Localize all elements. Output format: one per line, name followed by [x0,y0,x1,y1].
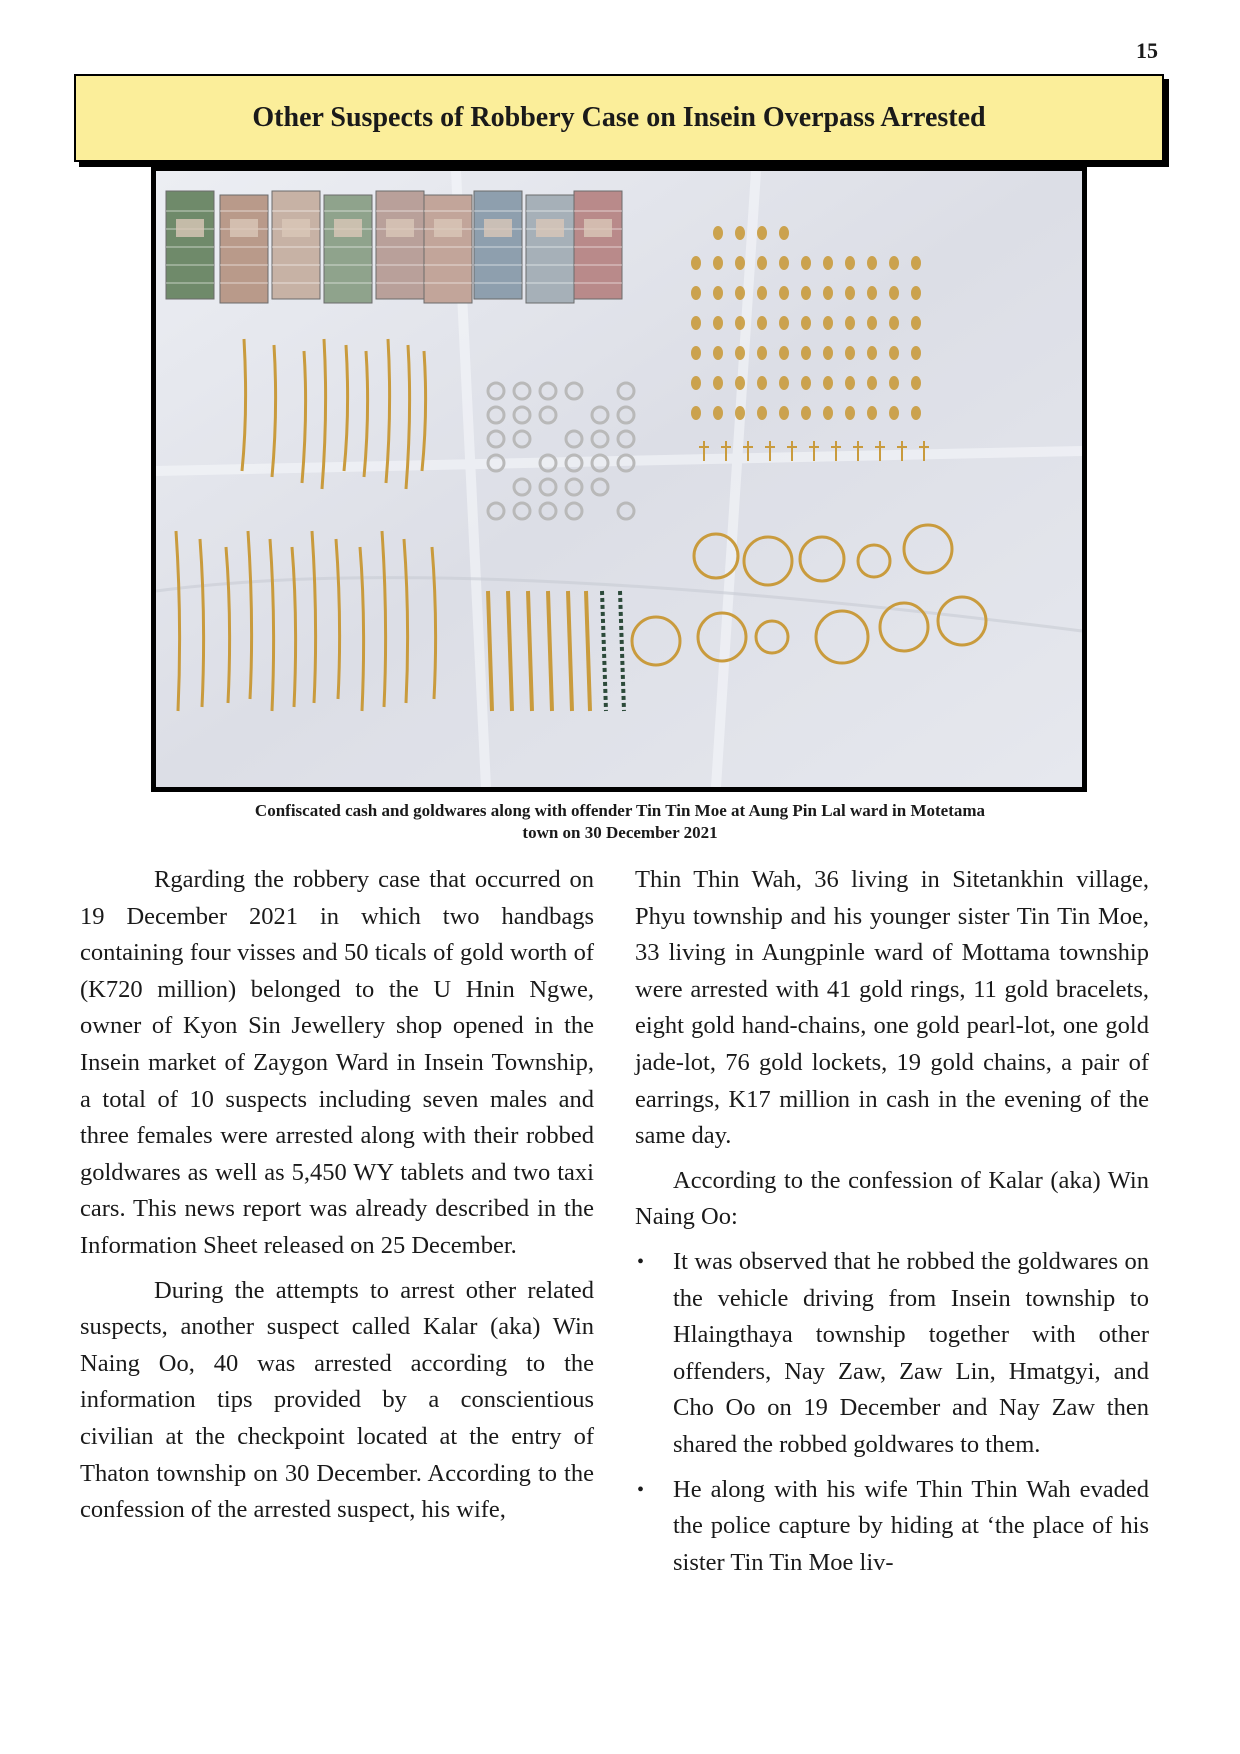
bullet-icon: • [637,1250,645,1273]
confession-item [635,1472,1149,1582]
cash-stack [574,191,622,299]
gold-locket [735,406,745,420]
cash-stacks [166,191,622,303]
gold-locket [735,346,745,360]
confession-text: It was observed that he robbed the goldwares on the vehicle driving from Insein township to Hlaingthaya township together with other offenders, Nay Zaw, Zaw Lin, Hmatgyi, and Cho Oo on 19 December and Nay Zaw then shared the robbed goldwares to them. [673,1247,1149,1458]
gold-locket [845,346,855,360]
gold-locket [889,316,899,330]
headline: Other Suspects of Robbery Case on Insein Overpass Arrested [252,102,986,133]
gold-locket [691,376,701,390]
confession-item [635,1244,1149,1464]
gold-locket [889,346,899,360]
gold-locket [889,256,899,270]
gold-locket [845,316,855,330]
gold-locket [735,286,745,300]
evidence-photo [151,166,1087,792]
gold-locket [779,316,789,330]
gold-locket [823,346,833,360]
gold-locket [691,256,701,270]
gold-locket [757,406,767,420]
gold-locket [757,256,767,270]
gold-locket [867,256,877,270]
gold-locket [911,406,921,420]
gold-locket [691,406,701,420]
gold-locket [735,226,745,240]
cash-stack [376,191,424,299]
caption-line-1: Confiscated cash and goldwares along with offender Tin Tin Moe at Aung Pin Lal ward in Motetama [254,801,986,820]
right-column [635,862,1149,1589]
gold-locket [757,226,767,240]
gold-locket [757,316,767,330]
evidence-photo-illustration [156,171,1082,787]
gold-locket [779,346,789,360]
gold-locket [713,286,723,300]
gold-locket [713,226,723,240]
gold-locket [845,286,855,300]
gold-locket [867,286,877,300]
confession-text: He along with his wife Thin Thin Wah evaded the police capture by hiding at ‘the place of his sister Tin Tin Moe liv- [673,1475,1149,1576]
gold-locket [801,256,811,270]
gold-locket [867,316,877,330]
gold-locket [911,256,921,270]
left-column [80,862,594,1537]
gold-locket [713,316,723,330]
gold-locket [779,376,789,390]
gold-locket [691,286,701,300]
cash-stack [220,195,268,303]
gold-locket [713,256,723,270]
cash-stack [424,195,472,303]
gold-locket [911,316,921,330]
cash-stack [272,191,320,299]
page-number: 15 [1136,38,1158,63]
gold-locket [735,316,745,330]
gold-locket [823,316,833,330]
gold-locket [889,406,899,420]
gold-locket [801,316,811,330]
paragraph-1: Rgarding the robbery case that occurred on 19 December 2021 in which two handbags containing four visses and 50 ticals of gold worth of (K720 million) belonged to the U Hnin Ngwe, owner of Kyon Sin Jewellery shop opened in the Insein market of Zaygon Ward in Insein Township, a total of 10 suspects including seven males and three females were arrested along with their robbed goldwares as well as 5,450 WY tablets and two taxi cars. This news report was already described in the Information Sheet released on 25 December. [80,866,594,1259]
cash-stack [166,191,214,299]
gold-locket [845,256,855,270]
paragraph-2: During the attempts to arrest other related suspects, another suspect called Kalar (aka) Win Naing Oo, 40 was arrested according to the information tips provided by a conscientious civilian at the checkpoint located at the entry of Thaton township on 30 December. According to the confession of the arrested suspect, his wife, [80,1276,594,1524]
gold-locket [757,376,767,390]
gold-locket [779,286,789,300]
paragraph-4: According to the confession of Kalar (aka) Win Naing Oo: [635,1166,1149,1231]
cash-stack [324,195,372,303]
gold-locket [691,316,701,330]
gold-locket [757,346,767,360]
gold-locket [713,376,723,390]
caption-line-2: town on 30 December 2021 [522,823,718,842]
gold-locket [823,286,833,300]
gold-locket [713,346,723,360]
gold-locket [779,226,789,240]
gold-locket [845,406,855,420]
gold-locket [801,286,811,300]
gold-locket [779,256,789,270]
gold-locket [801,406,811,420]
bullet-icon: • [637,1478,645,1501]
paragraph-3: Thin Thin Wah, 36 living in Sitetankhin village, Phyu township and his younger sister Tin Tin Moe, 33 living in Aungpinle ward of Mottama township were arrested with 41 gold rings, 11 gold bracelets, eight gold hand-chains, one gold pearl-lot, one gold jade-lot, 76 gold lockets, 19 gold chains, a pair of earrings, K17 million in cash in the evening of the same day. [635,866,1149,1150]
gold-locket [911,376,921,390]
cash-stack [526,195,574,303]
gold-locket [911,286,921,300]
gold-locket [845,376,855,390]
gold-locket [779,406,789,420]
gold-locket [757,286,767,300]
gold-locket [801,346,811,360]
headline-banner [74,74,1164,162]
gold-locket [867,406,877,420]
gold-locket [823,256,833,270]
gold-locket [713,406,723,420]
gold-locket [823,376,833,390]
gold-locket [735,376,745,390]
gold-locket [889,376,899,390]
gold-locket [735,256,745,270]
gold-locket [889,286,899,300]
confession-list [635,1244,1149,1581]
gold-locket [801,376,811,390]
photo-caption [120,800,1120,844]
gold-locket [691,346,701,360]
gold-locket [867,346,877,360]
gold-locket [823,406,833,420]
gold-locket [867,376,877,390]
gold-locket [911,346,921,360]
cash-stack [474,191,522,299]
